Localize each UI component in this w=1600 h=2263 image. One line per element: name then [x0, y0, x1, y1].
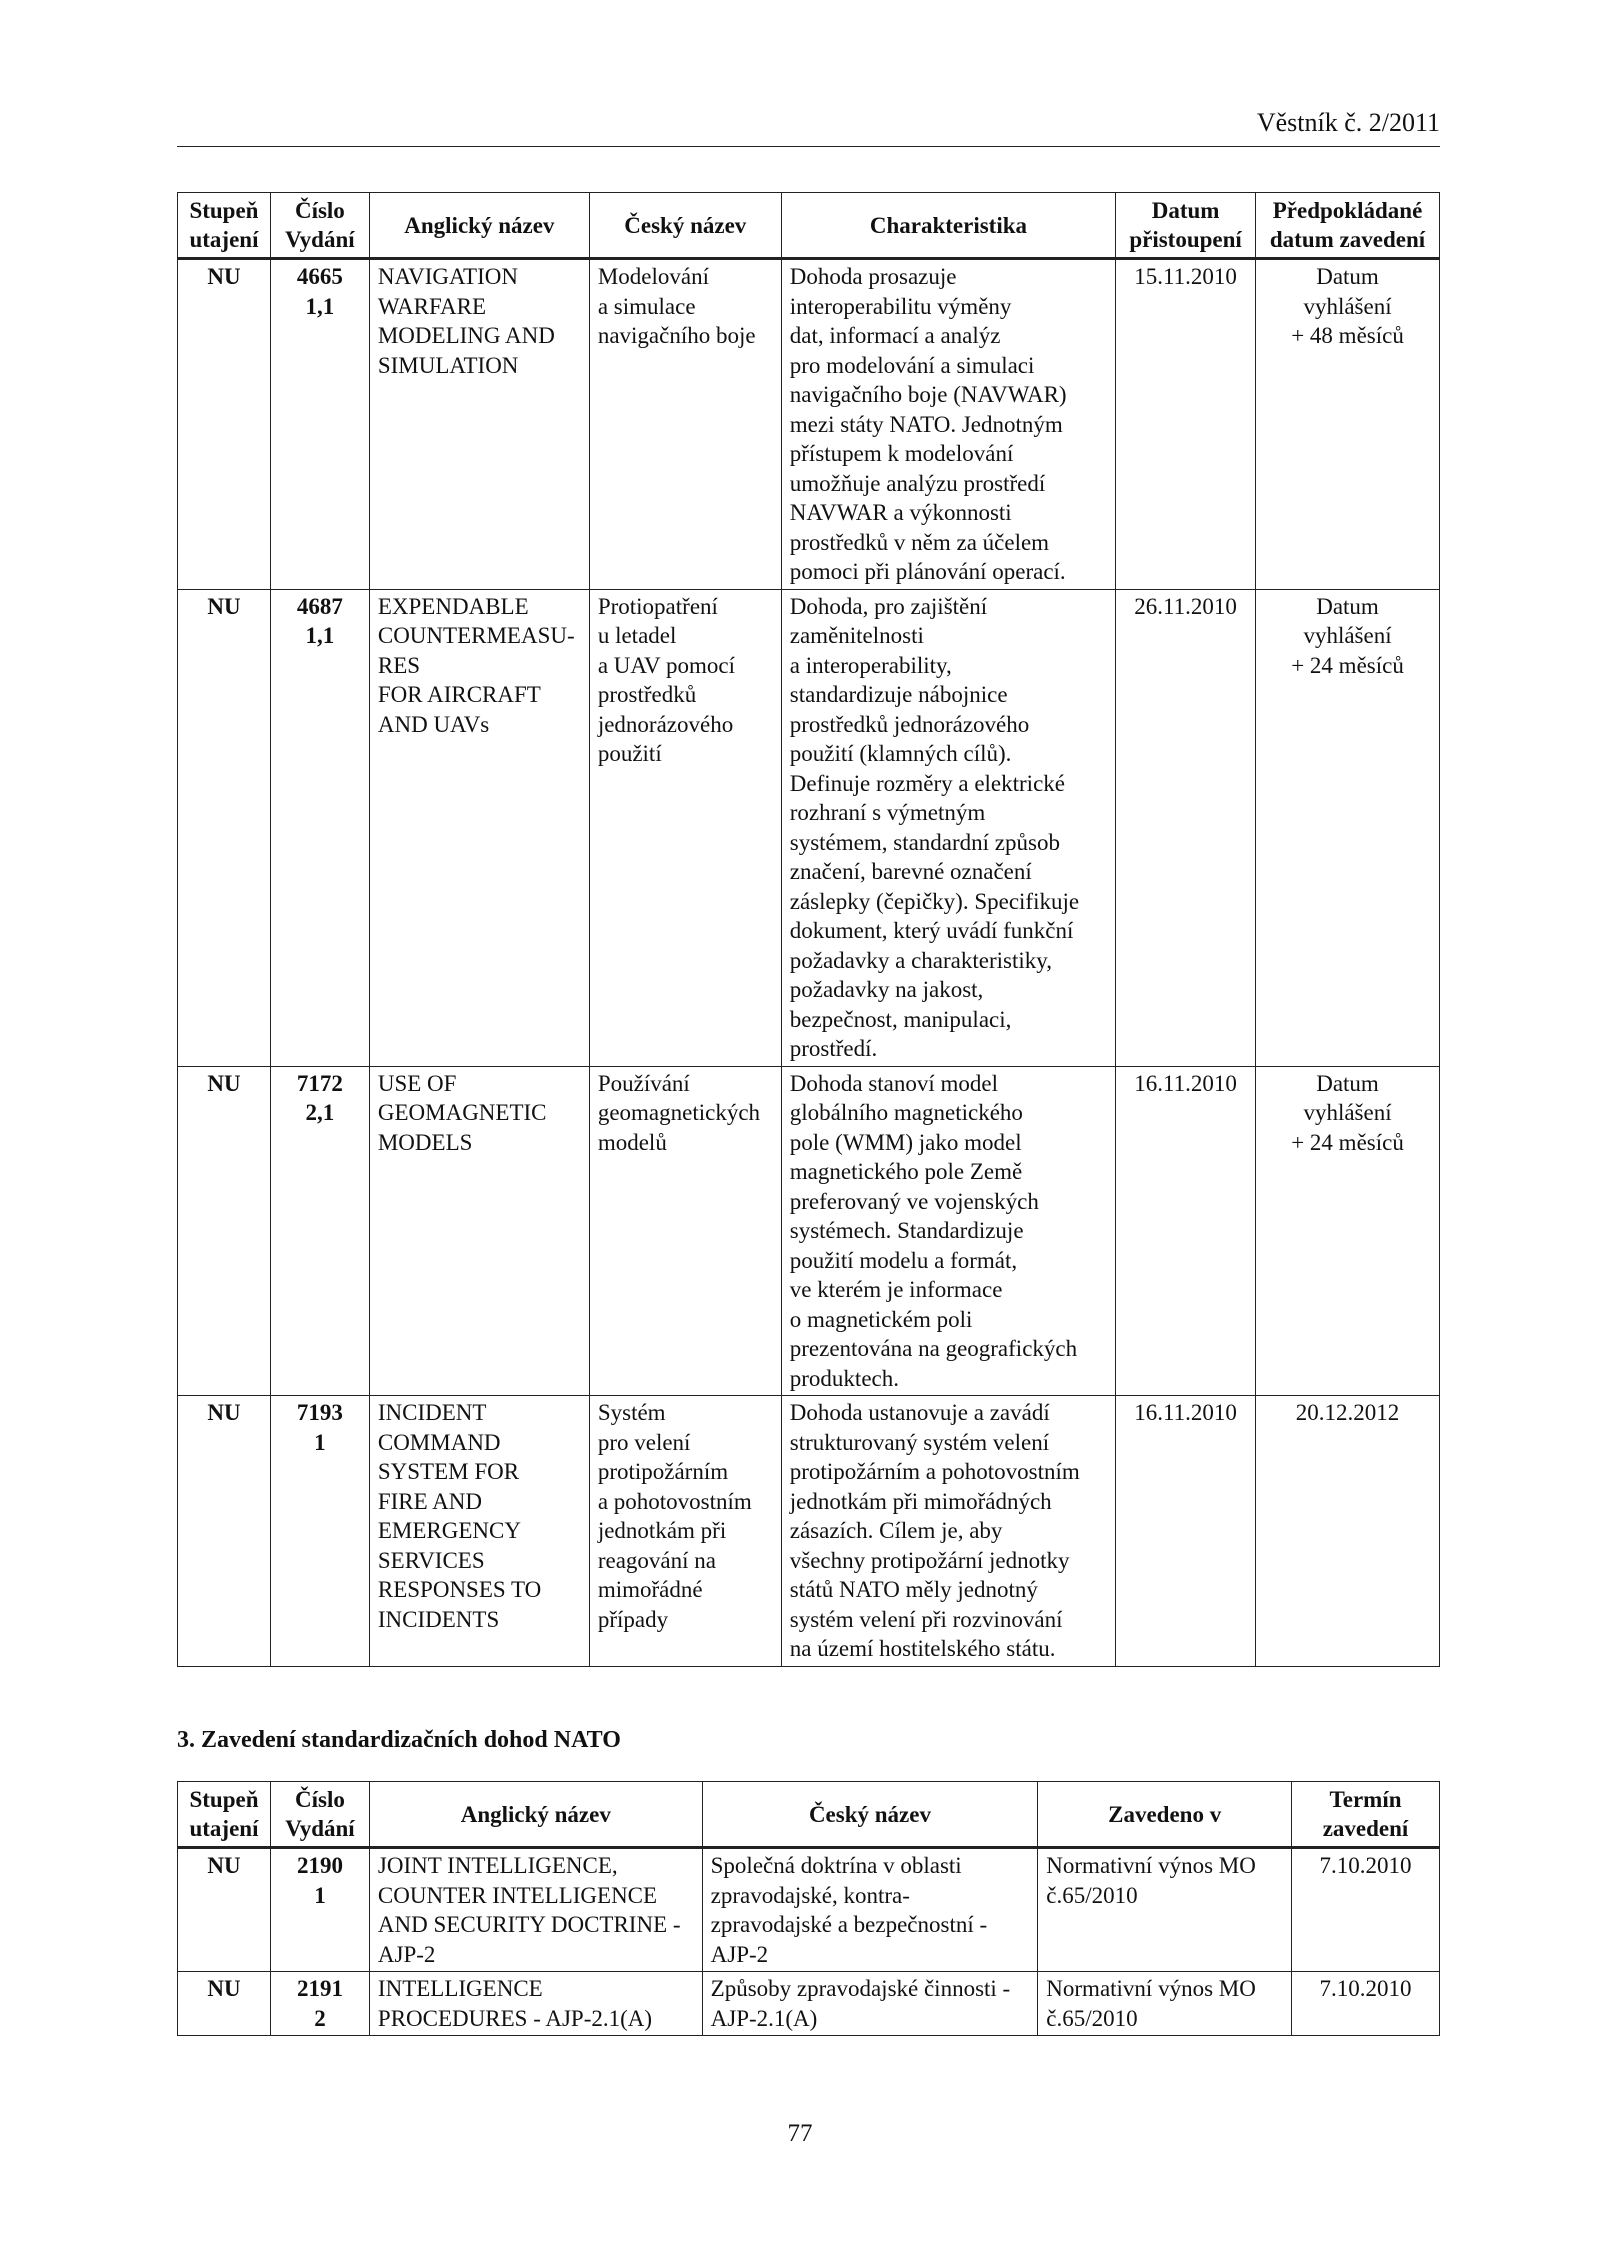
implementation-date-cell: Datum vyhlášení + 24 měsíců	[1256, 589, 1440, 1066]
stanag-accession-table	[177, 192, 1440, 1667]
classification-cell: NU	[178, 259, 271, 590]
implementation-date-cell: Datum vyhlášení + 24 měsíců	[1256, 1066, 1440, 1396]
column-header: Zavedeno v	[1038, 1782, 1292, 1848]
accession-date-cell: 15.11.2010	[1116, 259, 1256, 590]
number-cell: 2190 1	[270, 1848, 369, 1972]
english-title-cell: NAVIGATION WARFARE MODELING AND SIMULATION	[369, 259, 589, 590]
classification-cell: NU	[178, 1396, 271, 1667]
table-header-row	[178, 193, 1440, 259]
column-header: Číslo Vydání	[270, 1782, 369, 1848]
classification-cell: NU	[178, 1848, 271, 1972]
implemented-by-cell: Normativní výnos MO č.65/2010	[1038, 1848, 1292, 1972]
column-header: Číslo Vydání	[270, 193, 369, 259]
column-header: Český název	[589, 193, 781, 259]
column-header: Termín zavedení	[1292, 1782, 1440, 1848]
accession-date-cell: 26.11.2010	[1116, 589, 1256, 1066]
table-row	[178, 589, 1440, 1066]
czech-title-cell: Modelování a simulace navigačního boje	[589, 259, 781, 590]
column-header: Stupeň utajení	[178, 1782, 271, 1848]
table-header-row	[178, 1782, 1440, 1848]
accession-date-cell: 16.11.2010	[1116, 1066, 1256, 1396]
czech-title-cell: Společná doktrína v oblasti zpravodajské, kontra- zpravodajské a bezpečnostní - AJP-2	[702, 1848, 1038, 1972]
table-row	[178, 259, 1440, 590]
description-cell: Dohoda stanoví model globálního magnetického pole (WMM) jako model magnetického pole Země preferovaný ve vojenských systémech. Standardizuje použití modelu a formát, ve kterém je informace o magnetickém poli prezentována na geografických produktech.	[781, 1066, 1115, 1396]
column-header: Charakteristika	[781, 193, 1115, 259]
english-title-cell: EXPENDABLE COUNTERMEASU- RES FOR AIRCRAFT AND UAVs	[369, 589, 589, 1066]
classification-cell: NU	[178, 1972, 271, 2036]
table-row	[178, 1396, 1440, 1667]
number-cell: 2191 2	[270, 1972, 369, 2036]
column-header: Stupeň utajení	[178, 193, 271, 259]
stanag-implementation-table	[177, 1781, 1440, 2036]
page-header	[177, 108, 1440, 147]
number-cell: 4687 1,1	[270, 589, 369, 1066]
column-header: Předpokládané datum zavedení	[1256, 193, 1440, 259]
section-heading: 3. Zavedení standardizačních dohod NATO	[177, 1727, 621, 1753]
czech-title-cell: Způsoby zpravodajské činnosti - AJP-2.1(A)	[702, 1972, 1038, 2036]
description-cell: Dohoda prosazuje interoperabilitu výměny dat, informací a analýz pro modelování a simulaci navigačního boje (NAVWAR) mezi státy NATO. Jednotným přístupem k modelování umožňuje analýzu prostředí NAVWAR a výkonnosti prostředků v něm za účelem pomoci při plánování operací.	[781, 259, 1115, 590]
implemented-by-cell: Normativní výnos MO č.65/2010	[1038, 1972, 1292, 2036]
column-header: Datum přistoupení	[1116, 193, 1256, 259]
number-cell: 4665 1,1	[270, 259, 369, 590]
czech-title-cell: Používání geomagnetických modelů	[589, 1066, 781, 1396]
czech-title-cell: Protiopatření u letadel a UAV pomocí prostředků jednorázového použití	[589, 589, 781, 1066]
english-title-cell: INCIDENT COMMAND SYSTEM FOR FIRE AND EMERGENCY SERVICES RESPONSES TO INCIDENTS	[369, 1396, 589, 1667]
table-row	[178, 1848, 1440, 1972]
column-header: Anglický název	[369, 1782, 702, 1848]
number-cell: 7193 1	[270, 1396, 369, 1667]
implementation-term-cell: 7.10.2010	[1292, 1972, 1440, 2036]
implementation-date-cell: Datum vyhlášení + 48 měsíců	[1256, 259, 1440, 590]
table-row	[178, 1066, 1440, 1396]
column-header: Anglický název	[369, 193, 589, 259]
english-title-cell: JOINT INTELLIGENCE, COUNTER INTELLIGENCE AND SECURITY DOCTRINE - AJP-2	[369, 1848, 702, 1972]
column-header: Český název	[702, 1782, 1038, 1848]
page-number: 77	[787, 2120, 813, 2147]
description-cell: Dohoda ustanovuje a zavádí strukturovaný systém velení protipožárním a pohotovostním jednotkám při mimořádných zásazích. Cílem je, aby všechny protipožární jednotky států NATO měly jednotný systém velení při rozvinování na území hostitelského státu.	[781, 1396, 1115, 1667]
implementation-date-cell: 20.12.2012	[1256, 1396, 1440, 1667]
classification-cell: NU	[178, 589, 271, 1066]
number-cell: 7172 2,1	[270, 1066, 369, 1396]
english-title-cell: USE OF GEOMAGNETIC MODELS	[369, 1066, 589, 1396]
implementation-term-cell: 7.10.2010	[1292, 1848, 1440, 1972]
classification-cell: NU	[178, 1066, 271, 1396]
english-title-cell: INTELLIGENCE PROCEDURES - AJP-2.1(A)	[369, 1972, 702, 2036]
table-row	[178, 1972, 1440, 2036]
accession-date-cell: 16.11.2010	[1116, 1396, 1256, 1667]
czech-title-cell: Systém pro velení protipožárním a pohotovostním jednotkám při reagování na mimořádné případy	[589, 1396, 781, 1667]
description-cell: Dohoda, pro zajištění zaměnitelnosti a interoperability, standardizuje nábojnice prostředků jednorázového použití (klamných cílů). Definuje rozměry a elektrické rozhraní s výmetným systémem, standardní způsob značení, barevné označení záslepky (čepičky). Specifikuje dokument, který uvádí funkční požadavky a charakteristiky, požadavky na jakost, bezpečnost, manipulaci, prostředí.	[781, 589, 1115, 1066]
bulletin-title: Věstník č. 2/2011	[1256, 108, 1440, 137]
